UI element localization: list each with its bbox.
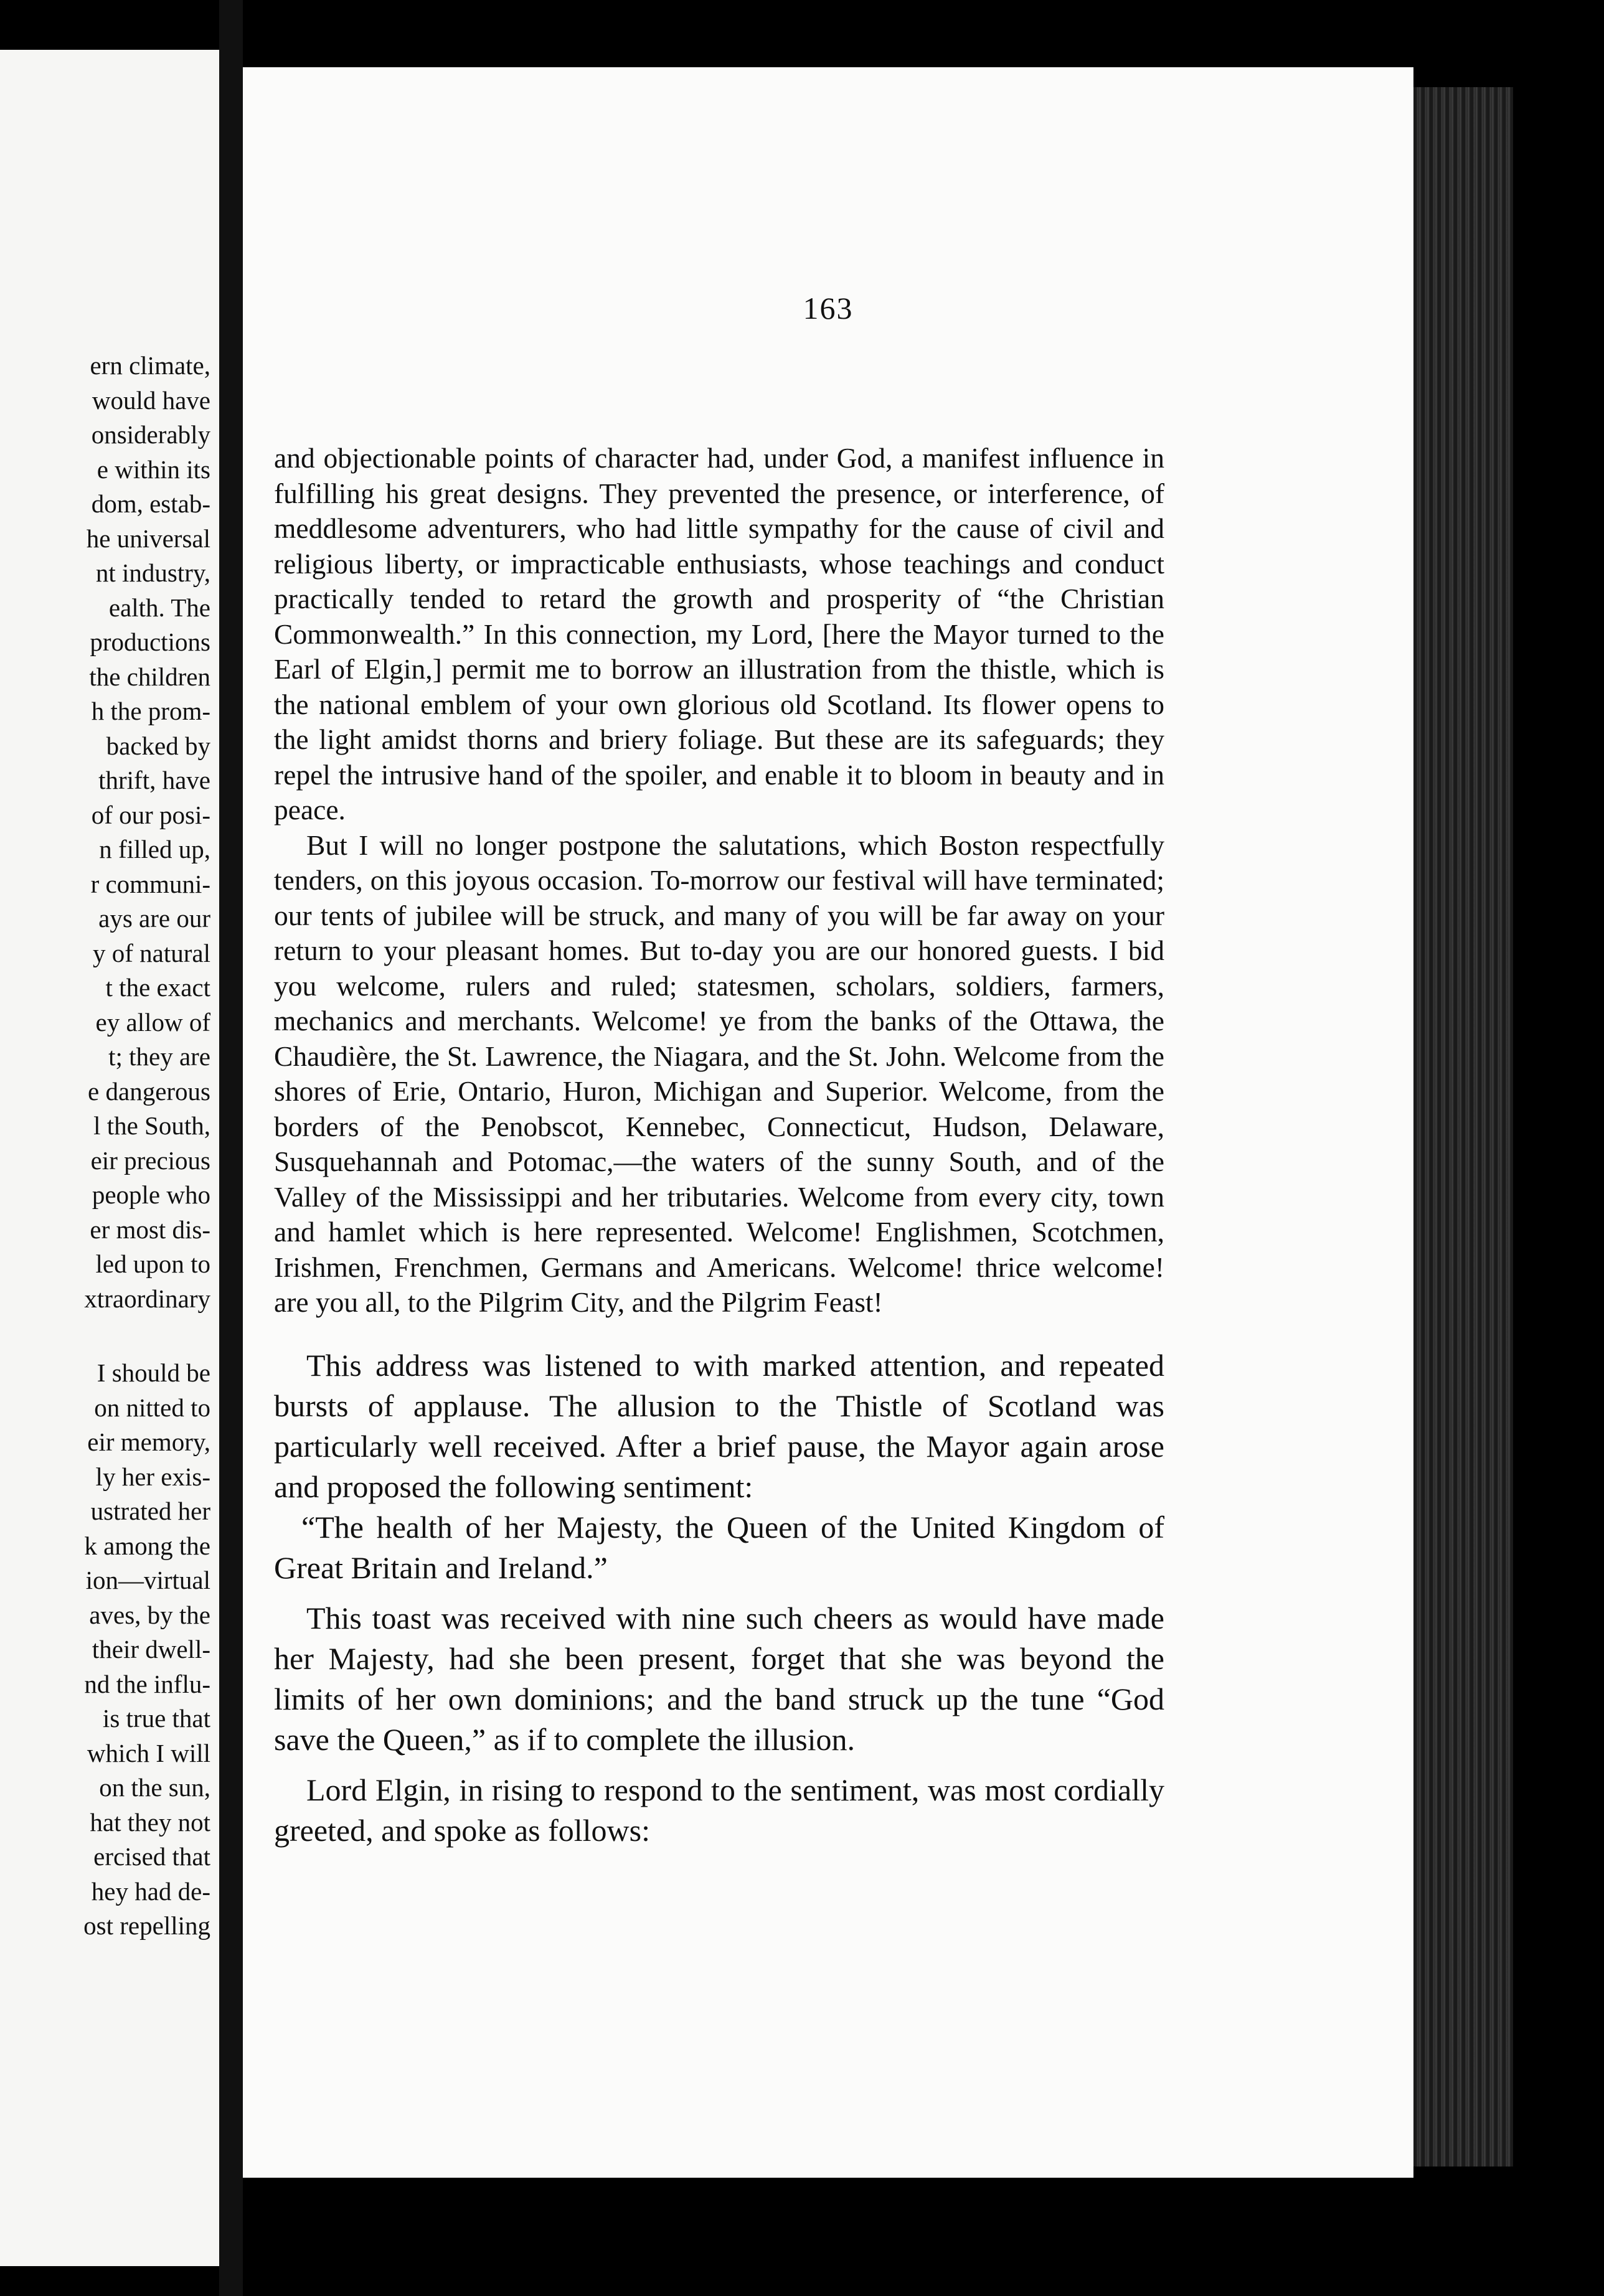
speech-welcome-paragraph: But I will no longer postpone the salutations, which Boston respectfully tenders, on this joyous occasion. To-morrow our festival will have terminated; our tents of jubilee will be struck, and many of you will be far away on your return to your pleasant homes. But to-day you are our honored guests. I bid you welcome, rulers and ruled; statesmen, scholars, soldiers, farmers, mechanics and merchants. Welcome! ye from the banks of the Ottawa, the Chaudière, the St. Lawrence, the Niagara, and the St. John. Welcome from the shores of Erie, Ontario, Huron, Michigan and Superior. Welcome, from the borders of the Penobscot, Kennebec, Connecticut, Hudson, Delaware, Susquehannah and Potomac,—the waters of the sunny South, and of the Valley of the Mississippi and her tributaries. Welcome from every city, town and hamlet which is here represented. Welcome! Englishmen, Scotchmen, Irishmen, Frenchmen, Germans and Americans. Welcome! thrice welcome! are you all, to the Pilgrim City, and the Pilgrim Feast! (274, 829, 1164, 1318)
facing-page-line: their dwell- (92, 1635, 210, 1663)
facing-page-line: led upon to (95, 1249, 210, 1278)
facing-page-line: r communi- (90, 869, 210, 898)
facing-page-line: ealth. The (108, 593, 210, 622)
cheers-paragraph: This toast was received with nine such cheers as would have made her Majesty, had she been present, forget that she was beyond the limits of her own dominions; and the band struck up the tune “God save the Queen,” as if to complete the illusion. (274, 1600, 1164, 1757)
facing-page-line: e dangerous (88, 1076, 210, 1106)
facing-page-line: hey had de- (91, 1876, 210, 1906)
facing-page-line: would have (92, 385, 210, 415)
facing-page-line: ost repelling (83, 1911, 210, 1940)
facing-page-line: n filled up, (99, 835, 210, 863)
page (243, 67, 1413, 2178)
book-gutter (219, 0, 243, 2296)
facing-page-line: nd the influ- (84, 1669, 210, 1698)
reception-paragraph: This address was listened to with marked attention, and repeated bursts of applause. The allusion to the Thistle of Scotland was particularly well received. After a brief pause, the Mayor again arose and proposed the following sentiment: (274, 1347, 1164, 1504)
facing-page-line: I should be (97, 1358, 210, 1387)
facing-page-line: which I will (87, 1738, 210, 1767)
facing-page-line: of our posi- (91, 800, 210, 829)
facing-page-line: on nitted to (94, 1393, 210, 1422)
facing-page-line: h the prom- (91, 697, 210, 725)
facing-page-line: l the South, (93, 1111, 210, 1140)
page-body (274, 441, 1164, 1851)
facing-page-line: t the exact (105, 973, 210, 1002)
facing-page-line: productions (90, 628, 210, 656)
facing-page-line: nt industry, (95, 558, 210, 587)
facing-page-line: t; they are (108, 1042, 210, 1071)
facing-page-line: the children (89, 662, 210, 691)
facing-page-line: ustrated her (90, 1497, 210, 1525)
facing-page-line: ercised that (93, 1842, 210, 1871)
facing-page-line: k among the (84, 1531, 210, 1560)
facing-page (0, 50, 219, 2266)
facing-page-line: people who (92, 1180, 210, 1209)
facing-page-line: eir memory, (87, 1428, 210, 1456)
facing-page-line: on the sun, (99, 1773, 210, 1802)
facing-page-line: e within its (97, 454, 210, 484)
facing-page-line: backed by (106, 731, 210, 760)
facing-page-line: eir precious (90, 1146, 210, 1175)
facing-page-line: hat they not (90, 1807, 210, 1837)
facing-page-line: ern climate, (90, 351, 210, 380)
facing-page-line: ly her exis- (95, 1462, 210, 1491)
facing-page-line: y of natural (93, 938, 210, 967)
facing-page-line: ays are our (98, 904, 210, 933)
elgin-paragraph: Lord Elgin, in rising to respond to the sentiment, was most cordially greeted, and spoke as follows: (274, 1772, 1164, 1848)
book-page-edges (1413, 87, 1513, 2167)
facing-page-line: er most dis- (90, 1215, 210, 1244)
facing-page-line: thrift, have (98, 766, 210, 794)
toast-quote: “The health of her Majesty, the Queen of the United Kingdom of Great Britain and Ireland.” (274, 1509, 1164, 1585)
facing-page-line: dom, estab- (91, 489, 210, 518)
facing-page-line: aves, by the (89, 1600, 210, 1629)
facing-page-line: onsiderably (91, 420, 210, 449)
facing-page-line: ion—virtual (85, 1566, 210, 1594)
page-number: 163 (803, 291, 854, 326)
speech-continuation: and objectionable points of character had, under God, a manifest influence in fulfilling his great designs. They prevented the presence, or interference, of meddlesome adventurers, who had little sympathy for the cause of civil and religious liberty, or impracticable enthusiasts, whose teachings and conduct practically tended to retard the growth and prosperity of “the Christian Commonwealth.” In this connection, my Lord, [here the Mayor turned to the Earl of Elgin,] permit me to borrow an illustration from the thistle, which is the national emblem of your own glorious old Scotland. Its flower opens to the light amidst thorns and briery foliage. But these are its safeguards; they repel the intrusive hand of the spoiler, and enable it to bloom in beauty and in peace. (274, 442, 1164, 826)
facing-page-text (83, 349, 210, 1944)
facing-page-line: ey allow of (95, 1007, 210, 1037)
facing-page-line: is true that (102, 1704, 210, 1733)
facing-page-line: xtraordinary (84, 1284, 210, 1313)
facing-page-line: he universal (86, 524, 210, 553)
